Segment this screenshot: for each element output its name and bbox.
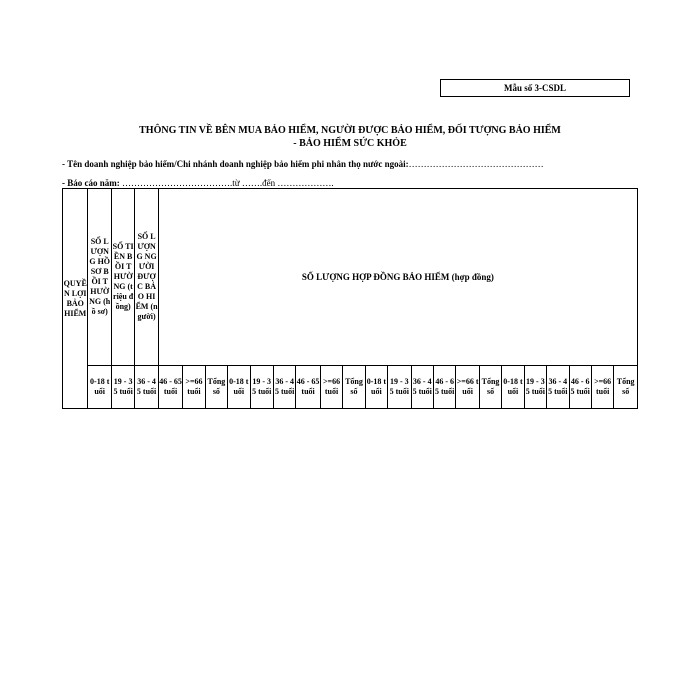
age-group-cell: Tổng số: [343, 366, 365, 409]
age-group-cell: 46 - 65 tuổi: [569, 366, 591, 409]
company-label: - Tên doanh nghiệp bảo hiểm/Chi nhánh doanh nghiệp bảo hiểm phi nhân thọ nước ngoài:: [62, 159, 409, 169]
document-title: [60, 124, 640, 150]
age-group-cell: 36 - 45 tuổi: [547, 366, 569, 409]
age-group-cell: Tổng số: [205, 366, 227, 409]
age-group-cell: 0-18 tuổi: [502, 366, 524, 409]
to-dots: ……………….: [277, 178, 334, 188]
company-dots: ………………………………………: [408, 159, 544, 169]
form-code-box: [440, 79, 630, 97]
age-group-cell: >=66 tuổi: [591, 366, 613, 409]
age-group-cell: >=66 tuổi: [183, 366, 205, 409]
age-group-cell: 36 - 45 tuổi: [411, 366, 433, 409]
age-group-cell: 0-18 tuổi: [228, 366, 250, 409]
age-group-cell: 46 - 65 tuổi: [296, 366, 320, 409]
report-year-label: - Báo cáo năm:: [62, 178, 120, 188]
age-group-cell: Tổng số: [614, 366, 638, 409]
age-group-cell: 0-18 tuổi: [88, 366, 111, 409]
age-group-cell: 46 - 65 tuổi: [433, 366, 455, 409]
report-year-line: [62, 178, 334, 188]
title-line-2: - BẢO HIỂM SỨC KHỎE: [293, 138, 407, 149]
header-claims-count: SỐ LƯỢNG HỒ SƠ BỒI THƯỜNG (hồ sơ): [88, 189, 111, 366]
age-group-cell: 36 - 45 tuổi: [135, 366, 158, 409]
age-group-cell: 36 - 45 tuổi: [273, 366, 295, 409]
from-dots: …….: [241, 178, 263, 188]
age-group-cell: 46 - 65 tuổi: [158, 366, 182, 409]
age-group-cell: >=66 tuổi: [320, 366, 342, 409]
age-group-cell: 0-18 tuổi: [365, 366, 387, 409]
report-table: [62, 188, 638, 409]
header-claims-amount: SỐ TIỀN BỒI THƯỜNG (triệu đồng): [111, 189, 134, 366]
from-label: từ: [232, 178, 240, 188]
header-insured-count: SỐ LƯỢNG NGƯỜI ĐƯỢC BẢO HIỂM (người): [135, 189, 158, 366]
form-code: Mẫu số 3-CSDL: [503, 83, 566, 93]
age-group-cell: 19 - 35 tuổi: [250, 366, 273, 409]
to-label: đến: [262, 178, 276, 188]
title-line-1: THÔNG TIN VỀ BÊN MUA BẢO HIỂM, NGƯỜI ĐƯỢC BẢO HIỂM, ĐỐI TƯỢNG BẢO HIỂM: [139, 125, 561, 136]
age-group-cell: 19 - 35 tuổi: [524, 366, 546, 409]
report-year-dots: ……………………………….: [122, 178, 233, 188]
header-contracts: SỐ LƯỢNG HỢP ĐỒNG BẢO HIỂM (hợp đồng): [158, 189, 637, 366]
company-line: [62, 159, 544, 169]
age-group-cell: 19 - 35 tuổi: [111, 366, 134, 409]
header-benefit: QUYỀN LỢI BẢO HIỂM: [63, 189, 88, 409]
age-group-cell: 19 - 35 tuổi: [388, 366, 411, 409]
age-group-cell: >=66 tuổi: [456, 366, 479, 409]
age-group-cell: Tổng số: [479, 366, 501, 409]
